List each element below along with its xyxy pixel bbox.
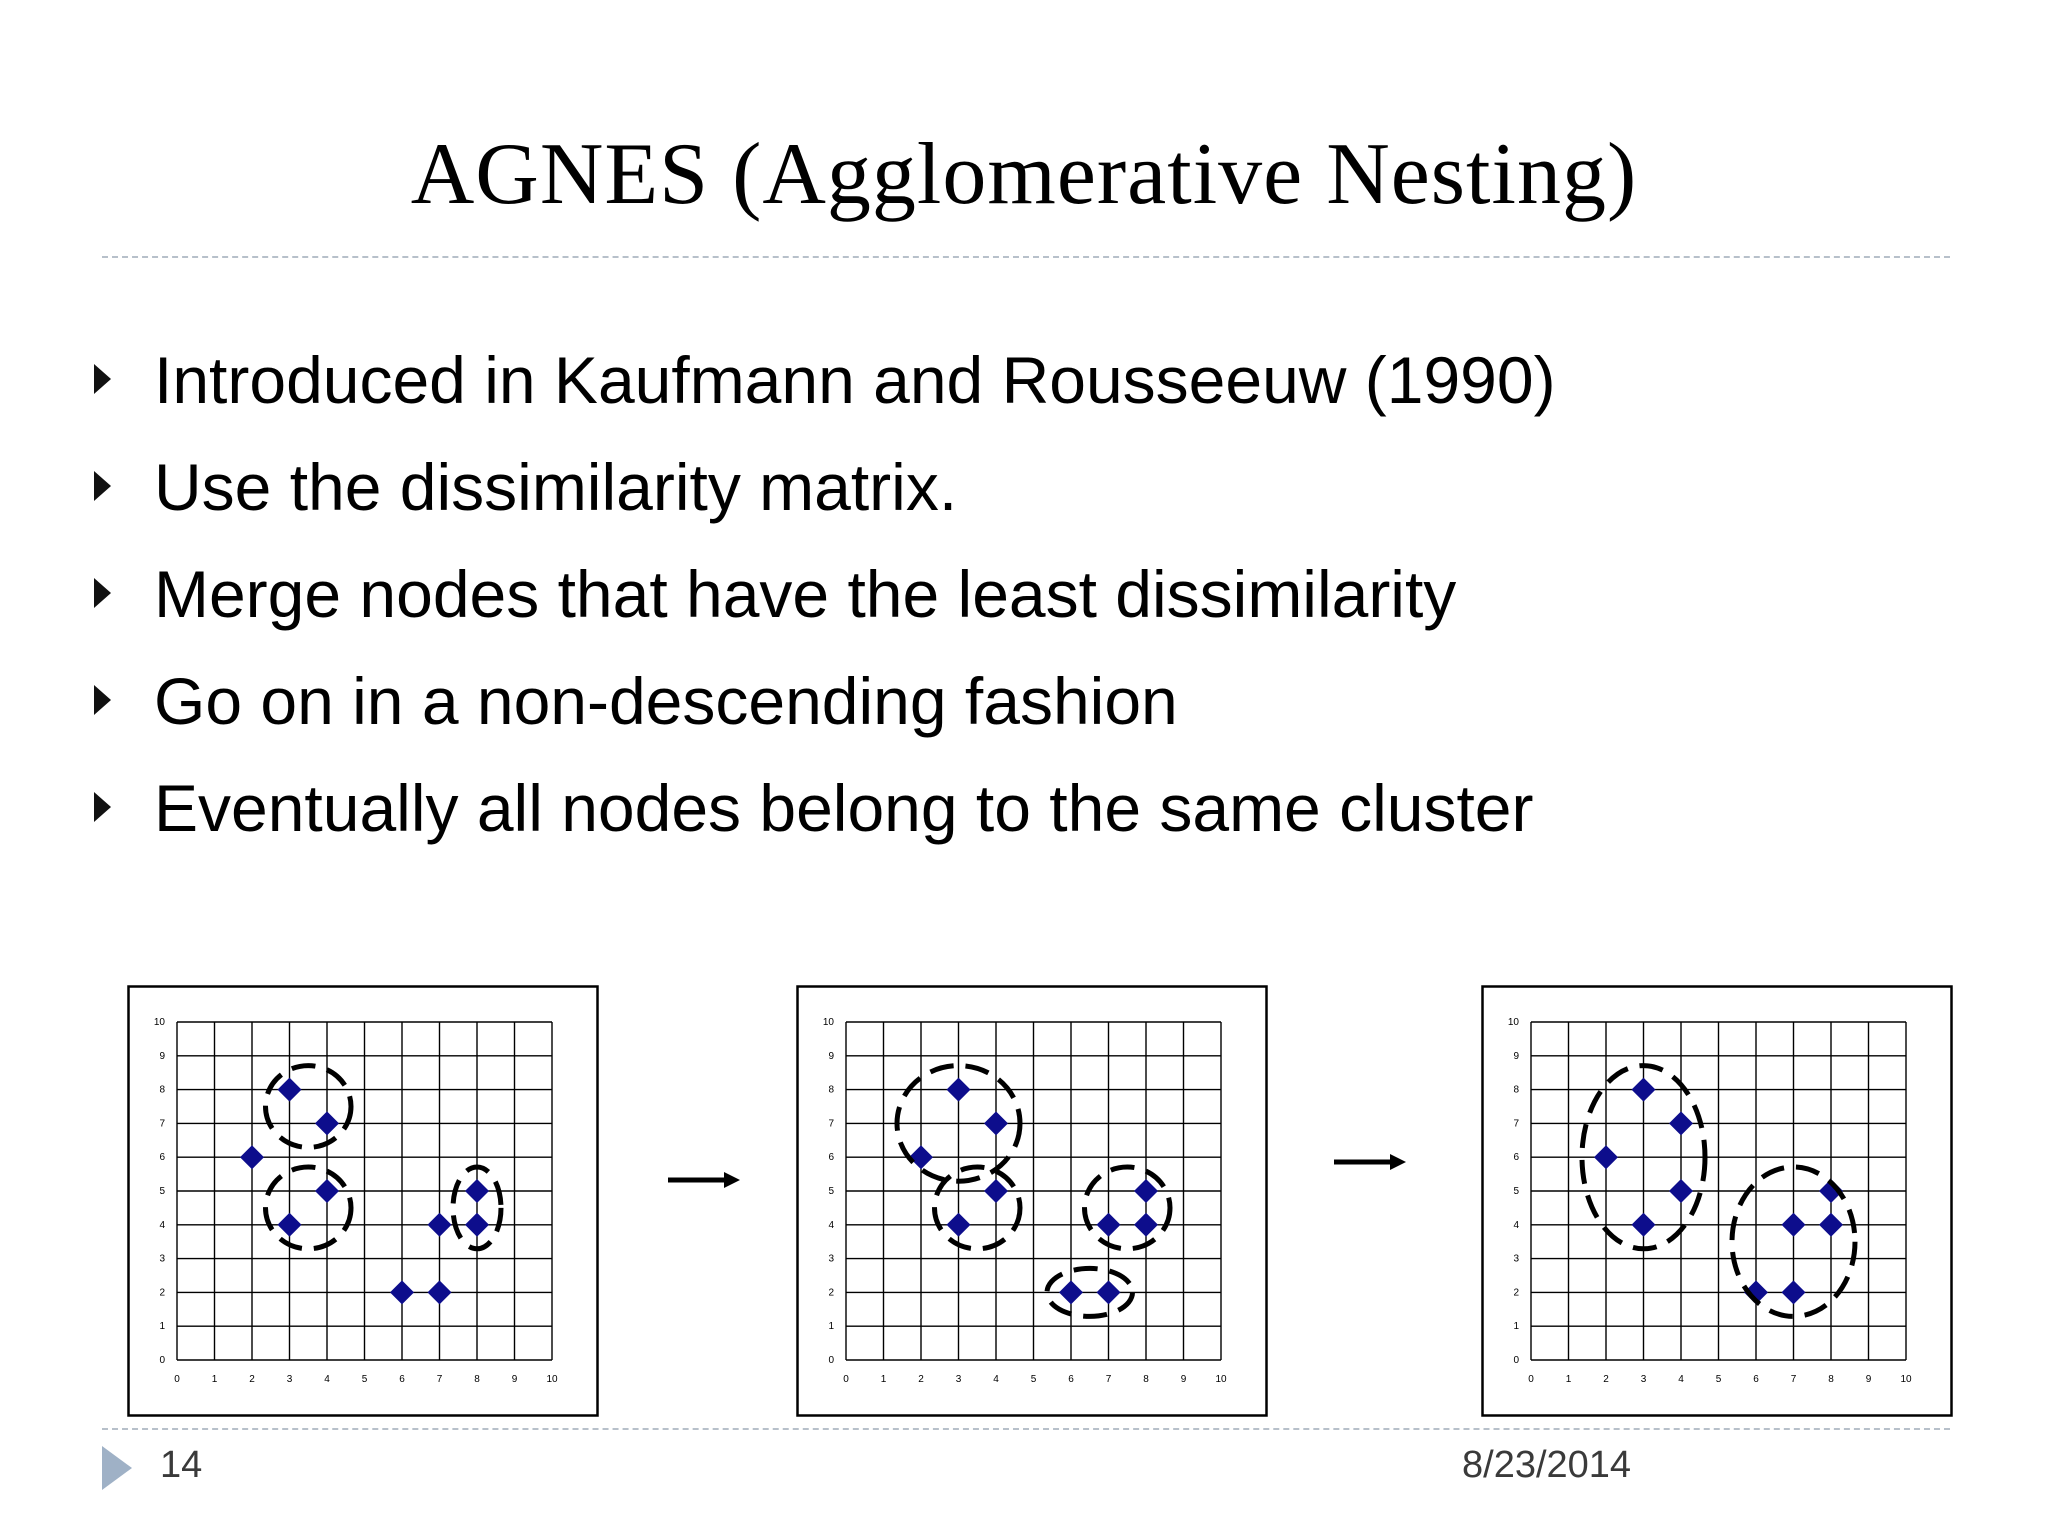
- x-tick-label: 2: [249, 1374, 255, 1385]
- y-tick-label: 4: [159, 1219, 165, 1231]
- cluster-chart-svg: [796, 985, 1268, 1417]
- y-tick-label: 3: [1513, 1253, 1519, 1265]
- bullet-arrow-icon: [94, 471, 111, 501]
- footer-divider: [102, 1428, 1950, 1430]
- y-tick-label: 6: [1513, 1152, 1519, 1164]
- y-tick-label: 8: [159, 1084, 165, 1096]
- y-tick-label: 0: [159, 1355, 165, 1366]
- x-tick-label: 4: [993, 1374, 999, 1385]
- right-arrow-icon: [668, 1168, 740, 1192]
- x-tick-label: 9: [511, 1374, 518, 1385]
- x-tick-label: 5: [361, 1374, 368, 1385]
- x-tick-label: 6: [1068, 1374, 1074, 1385]
- x-tick-label: 10: [1900, 1374, 1912, 1385]
- bullet-item: [84, 549, 1556, 656]
- chart-frame: [129, 987, 598, 1416]
- y-tick-label: 5: [828, 1186, 834, 1197]
- bullet-text: Use the dissimilarity matrix.: [154, 450, 958, 524]
- bullet-item: [84, 656, 1556, 763]
- cluster-chart-step-2: [796, 985, 1268, 1417]
- right-arrow-icon: [1334, 1150, 1406, 1174]
- y-tick-label: 0: [1513, 1355, 1519, 1366]
- y-tick-label: 3: [828, 1253, 834, 1265]
- y-tick-label: 4: [828, 1219, 834, 1231]
- y-tick-label: 1: [1513, 1321, 1519, 1333]
- bullet-item: [84, 763, 1556, 870]
- y-tick-label: 9: [1513, 1050, 1519, 1062]
- bullet-arrow-icon: [94, 685, 111, 715]
- bullet-list: [84, 335, 1556, 870]
- x-tick-label: 1: [1565, 1374, 1572, 1385]
- x-tick-label: 9: [1180, 1374, 1187, 1385]
- y-tick-label: 6: [828, 1152, 834, 1164]
- bullet-text: Introduced in Kaufmann and Rousseeuw (1990): [154, 343, 1556, 417]
- y-tick-label: 7: [1513, 1118, 1519, 1130]
- x-tick-label: 7: [436, 1374, 443, 1385]
- x-tick-label: 2: [918, 1374, 924, 1385]
- cluster-chart-step-1: [127, 985, 599, 1417]
- cluster-chart-svg: [127, 985, 599, 1417]
- bullet-arrow-icon: [94, 364, 111, 394]
- y-tick-label: 7: [828, 1118, 834, 1130]
- x-tick-label: 8: [1143, 1374, 1149, 1385]
- x-tick-label: 1: [880, 1374, 887, 1385]
- x-tick-label: 10: [1215, 1374, 1227, 1385]
- slide-date: 8/23/2014: [1462, 1444, 1632, 1486]
- y-tick-label: 3: [159, 1253, 165, 1265]
- y-tick-label: 6: [159, 1152, 165, 1164]
- x-tick-label: 0: [1528, 1374, 1534, 1385]
- x-tick-label: 7: [1790, 1374, 1797, 1385]
- x-tick-label: 5: [1030, 1374, 1037, 1385]
- x-tick-label: 7: [1105, 1374, 1112, 1385]
- title-divider: [102, 256, 1950, 258]
- chart-frame: [798, 987, 1267, 1416]
- y-tick-label: 9: [828, 1050, 834, 1062]
- y-tick-label: 10: [822, 1017, 834, 1028]
- x-tick-label: 5: [1715, 1374, 1722, 1385]
- x-tick-label: 8: [474, 1374, 480, 1385]
- x-tick-label: 10: [546, 1374, 558, 1385]
- bullet-arrow-icon: [94, 792, 111, 822]
- bullet-item: [84, 442, 1556, 549]
- x-tick-label: 6: [399, 1374, 405, 1385]
- x-tick-label: 2: [1603, 1374, 1609, 1385]
- y-tick-label: 2: [159, 1287, 165, 1299]
- cluster-chart-step-3: [1481, 985, 1953, 1417]
- y-tick-label: 5: [1513, 1186, 1519, 1197]
- y-tick-label: 9: [159, 1050, 165, 1062]
- bullet-arrow-icon: [94, 578, 111, 608]
- x-tick-label: 3: [286, 1374, 293, 1385]
- footer-triangle-icon: [102, 1446, 132, 1490]
- x-tick-label: 1: [211, 1374, 218, 1385]
- x-tick-label: 8: [1828, 1374, 1834, 1385]
- bullet-text: Eventually all nodes belong to the same cluster: [154, 771, 1534, 845]
- y-tick-label: 4: [1513, 1219, 1519, 1231]
- y-tick-label: 10: [1507, 1017, 1519, 1028]
- x-tick-label: 3: [955, 1374, 962, 1385]
- bullet-item: [84, 335, 1556, 442]
- x-tick-label: 9: [1865, 1374, 1872, 1385]
- y-tick-label: 8: [828, 1084, 834, 1096]
- x-tick-label: 6: [1753, 1374, 1759, 1385]
- y-tick-label: 0: [828, 1355, 834, 1366]
- x-tick-label: 4: [324, 1374, 330, 1385]
- y-tick-label: 8: [1513, 1084, 1519, 1096]
- x-tick-label: 4: [1678, 1374, 1684, 1385]
- bullet-text: Go on in a non-descending fashion: [154, 664, 1178, 738]
- chart-frame: [1483, 987, 1952, 1416]
- y-tick-label: 1: [159, 1321, 165, 1333]
- x-tick-label: 0: [843, 1374, 849, 1385]
- slide-title: AGNES (Agglomerative Nesting): [410, 126, 1638, 223]
- y-tick-label: 1: [828, 1321, 834, 1333]
- cluster-chart-svg: [1481, 985, 1953, 1417]
- x-tick-label: 3: [1640, 1374, 1647, 1385]
- page-number: 14: [160, 1444, 203, 1486]
- x-tick-label: 0: [174, 1374, 180, 1385]
- y-tick-label: 2: [828, 1287, 834, 1299]
- y-tick-label: 2: [1513, 1287, 1519, 1299]
- bullet-text: Merge nodes that have the least dissimilarity: [154, 557, 1457, 631]
- y-tick-label: 10: [153, 1017, 165, 1028]
- y-tick-label: 7: [159, 1118, 165, 1130]
- y-tick-label: 5: [159, 1186, 165, 1197]
